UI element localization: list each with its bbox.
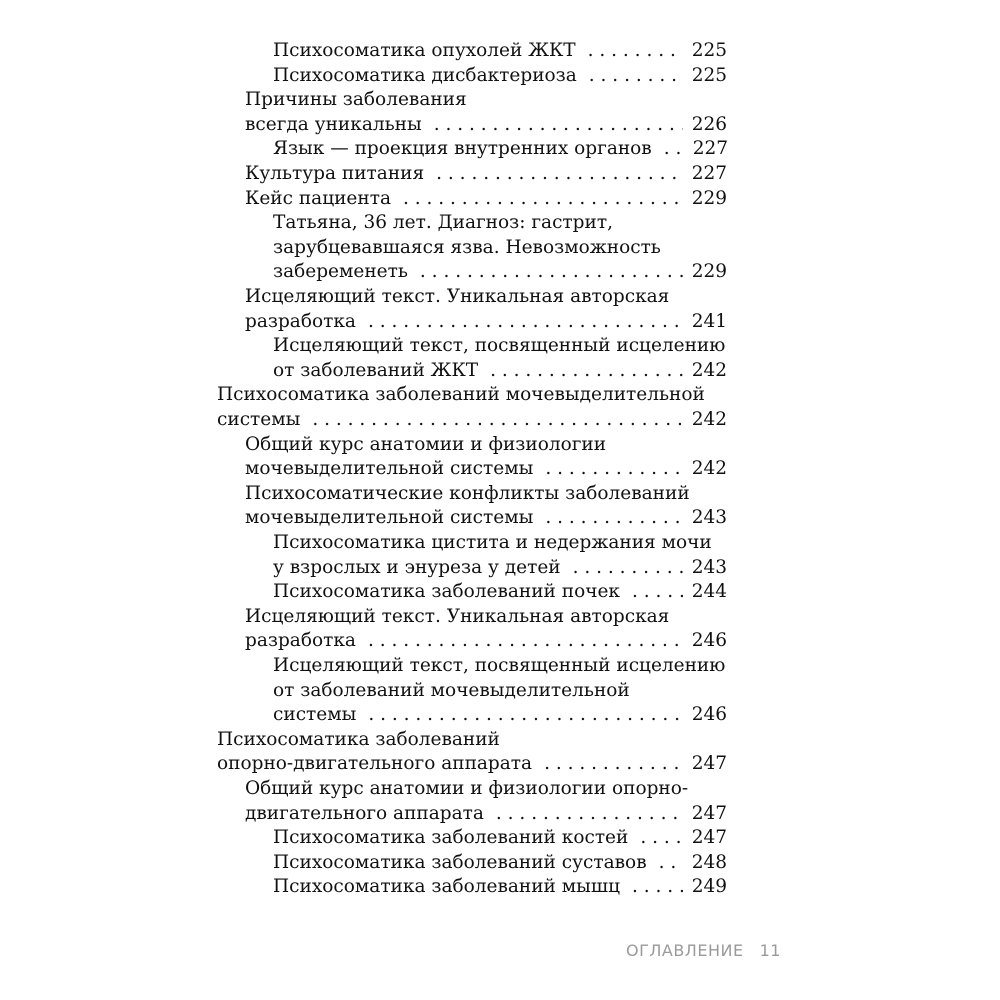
toc-entry-title: Исцеляющий текст, посвященный исцелению	[273, 335, 726, 357]
dot-leader	[573, 556, 683, 581]
toc-entry	[273, 851, 727, 876]
dot-leader	[640, 826, 682, 851]
toc-entry-line	[217, 728, 727, 753]
toc-entry-line	[273, 556, 727, 581]
dot-leader	[368, 629, 683, 654]
dot-leader	[632, 580, 683, 605]
dot-leader	[368, 703, 682, 728]
toc-entry-line	[273, 64, 727, 89]
toc-entry-line	[273, 359, 727, 384]
toc-entry-line	[245, 433, 727, 458]
toc-entry	[273, 39, 727, 64]
toc-page-number: 229	[691, 261, 727, 283]
dot-leader	[434, 113, 683, 138]
dot-leader	[545, 506, 682, 531]
toc-entry-line	[273, 137, 727, 162]
toc-entry-line	[273, 654, 727, 679]
toc-entry-line	[273, 580, 727, 605]
toc-entry-title: Психосоматика заболеваний мышц	[273, 876, 620, 898]
dot-leader	[312, 408, 682, 433]
toc-entry-line	[273, 236, 727, 261]
toc-entry-title: системы	[217, 408, 301, 430]
toc-page-number: 242	[691, 458, 727, 480]
dot-leader	[490, 359, 683, 384]
toc-page-number: 227	[692, 138, 729, 160]
toc-entry-title: Кейс пациента	[245, 187, 391, 209]
toc-page-number: 247	[691, 802, 727, 824]
toc-page-number: 247	[691, 827, 727, 849]
toc-entry-title: всегда уникальны	[245, 113, 422, 135]
dot-leader	[545, 457, 682, 482]
toc-entry	[273, 875, 727, 900]
dot-leader	[368, 310, 683, 335]
toc-page-number: 225	[691, 40, 727, 61]
toc-entry	[217, 383, 727, 432]
toc-entry-title: Психосоматика заболеваний костей	[273, 827, 629, 849]
toc-page-number: 243	[691, 556, 727, 578]
toc-entry-title: у взрослых и энуреза у детей	[273, 556, 561, 578]
toc-entry	[273, 654, 727, 728]
toc-page-number: 248	[691, 851, 727, 873]
toc-entry-line	[273, 39, 727, 64]
toc-entry	[273, 580, 727, 605]
dot-leader	[632, 875, 683, 900]
toc-entry-title: Татьяна, 36 лет. Диагноз: гастрит,	[273, 212, 613, 234]
toc-entry-line	[273, 334, 727, 359]
toc-entry-line	[273, 260, 727, 285]
toc-page-number: 244	[691, 581, 727, 603]
toc-page-number: 241	[691, 310, 727, 332]
dot-leader	[496, 802, 683, 827]
toc-entry-line	[245, 457, 727, 482]
toc-entry-title: опорно-двигательного аппарата	[217, 753, 533, 775]
toc-entry-line	[273, 703, 727, 728]
toc-entry	[245, 162, 727, 187]
toc-entry	[245, 187, 727, 212]
toc-entry	[273, 334, 727, 383]
toc-entry-line	[273, 875, 727, 900]
toc-entry-title: Психосоматика дисбактериоза	[273, 64, 577, 86]
toc-entry-line	[245, 310, 727, 335]
dot-leader	[659, 851, 683, 876]
toc-entry-line	[217, 383, 727, 408]
toc-entry	[245, 605, 727, 654]
toc-entry	[245, 777, 727, 826]
toc-entry-title: Психосоматика заболеваний почек	[273, 581, 620, 603]
toc-entry	[273, 64, 727, 89]
toc-entry-title: Психосоматические конфликты заболеваний	[245, 482, 690, 504]
toc-entry-title: Причины заболевания	[245, 89, 467, 111]
toc-page-number: 246	[691, 704, 727, 726]
toc-entry-line	[245, 162, 727, 187]
toc-entry-title: Психосоматика заболеваний суставов	[273, 851, 647, 873]
toc-entry-title: мочевыделительной системы	[245, 458, 534, 480]
toc-entry-title: разработка	[245, 310, 356, 332]
toc-entry-line	[245, 187, 727, 212]
toc-page-number: 242	[691, 408, 727, 430]
toc-entry-title: забеременеть	[273, 261, 408, 283]
toc-entry-line	[245, 802, 727, 827]
toc-entry-title: Психосоматика цистита и недержания мочи	[273, 532, 712, 553]
toc-entry-line	[245, 88, 727, 113]
toc-entry-title: Психосоматика заболеваний	[217, 728, 500, 750]
toc-entry-title: Исцеляющий текст. Уникальная авторская	[245, 605, 670, 627]
toc-entry-line	[273, 851, 727, 876]
toc-entry-title: от заболеваний ЖКТ	[273, 359, 479, 381]
toc-entry-title: Общий курс анатомии и физиологии опорно-	[245, 778, 689, 799]
toc-entry-line	[245, 777, 727, 802]
toc-entry-line	[273, 531, 727, 556]
toc-entry-title: зарубцевавшаяся язва. Невозможность	[273, 236, 661, 258]
toc-entry-title: Психосоматика опухолей ЖКТ	[273, 40, 576, 61]
toc-entry-line	[245, 506, 727, 531]
toc-page-number: 225	[691, 64, 727, 86]
toc-entry-line	[217, 752, 727, 777]
toc-entry-line	[273, 826, 727, 851]
dot-leader	[403, 187, 683, 212]
toc-entry-line	[273, 679, 727, 704]
toc-entry	[273, 531, 727, 580]
toc-entry	[245, 88, 727, 137]
toc-entry-title: от заболеваний мочевыделительной	[273, 679, 630, 701]
toc-entry	[245, 433, 727, 482]
toc-page-number: 226	[691, 113, 727, 135]
toc-entry	[273, 137, 727, 162]
dot-leader	[664, 137, 684, 162]
dot-leader	[436, 162, 683, 187]
toc-entry-title: Общий курс анатомии и физиологии	[245, 433, 607, 455]
toc-entry-title: Культура питания	[245, 163, 425, 184]
dot-leader	[589, 64, 683, 89]
toc-entry	[245, 285, 727, 334]
toc-entry-title: мочевыделительной системы	[245, 507, 534, 529]
toc-page-number: 242	[691, 359, 727, 381]
toc-entry-line	[245, 285, 727, 310]
toc-entry-line	[245, 482, 727, 507]
toc-entry-line	[217, 408, 727, 433]
toc-entry-title: Исцеляющий текст, посвященный исцелению	[273, 655, 726, 676]
toc-entry	[217, 728, 727, 777]
toc-entry-line	[245, 629, 727, 654]
toc-page-number: 246	[691, 630, 727, 652]
toc-entry-title: разработка	[245, 630, 356, 652]
toc-page-number: 249	[691, 876, 727, 898]
toc-entry	[273, 826, 727, 851]
toc-page-number: 227	[691, 163, 727, 184]
toc-entry-title: Исцеляющий текст. Уникальная авторская	[245, 286, 670, 307]
toc-entry-title: двигательного аппарата	[245, 802, 484, 824]
footer-section-title: ОГЛАВЛЕНИЕ	[626, 941, 744, 960]
dot-leader	[588, 39, 683, 64]
toc-entry-title: Психосоматика заболеваний мочевыделительной	[217, 384, 705, 406]
dot-leader	[544, 752, 683, 777]
toc-entry	[273, 211, 727, 285]
toc-entry	[245, 482, 727, 531]
toc-page-number: 229	[691, 187, 727, 209]
running-footer	[626, 941, 781, 960]
dot-leader	[420, 260, 683, 285]
footer-page-number: 11	[759, 941, 781, 960]
toc-entry-line	[245, 113, 727, 138]
toc-entry-line	[245, 605, 727, 630]
toc-page-number: 243	[691, 507, 727, 529]
toc-page-number: 247	[691, 753, 727, 775]
toc-entry-title: системы	[273, 704, 357, 726]
toc-entry-line	[273, 211, 727, 236]
toc-entry-title: Язык — проекция внутренних органов	[273, 138, 652, 160]
